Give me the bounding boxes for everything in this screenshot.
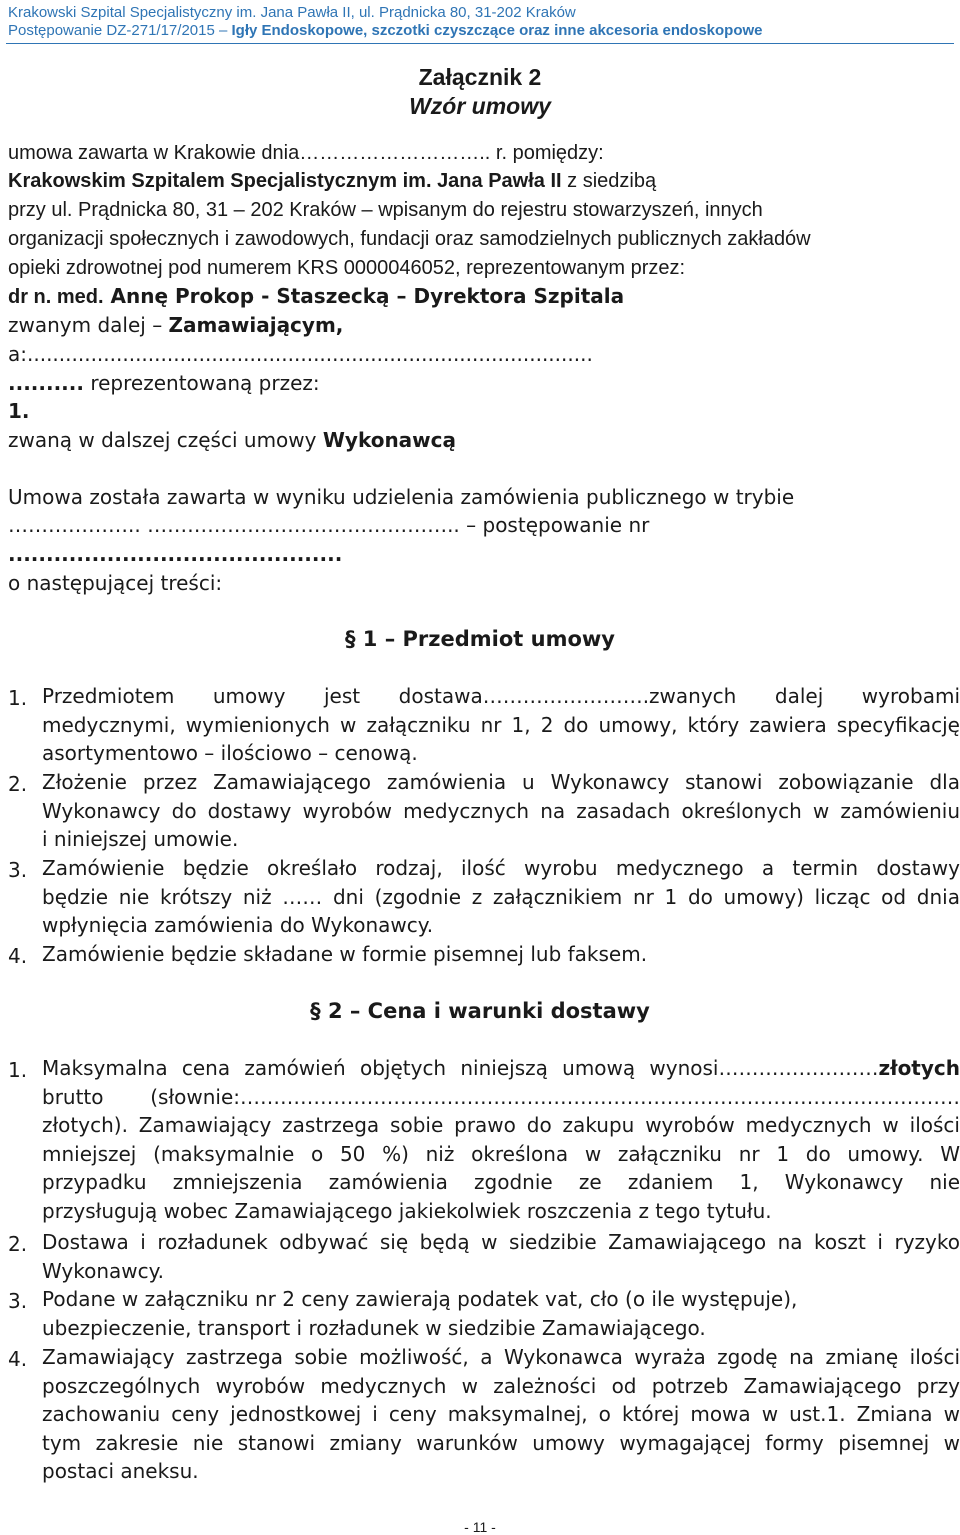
s2-item-3-line: Podane w załączniku nr 2 ceny zawierają podatek vat, cło (o ile występuje), <box>42 1287 798 1311</box>
s1-item-1-line: asortymentowo – ilościowo – cenową. <box>42 741 418 765</box>
s1-item-3-num: 3. <box>8 858 28 882</box>
intro-line-9 <box>8 370 320 396</box>
s1-item-2-line: i niniejszej umowie. <box>42 827 239 851</box>
s1-item-1-num: 1. <box>8 686 28 710</box>
s1-item-4-line: Zamówienie będzie składane w formie pisemnej lub faksem. <box>42 942 648 966</box>
s1-item-2-num: 2. <box>8 772 28 796</box>
page-number: - 11 - <box>464 1519 496 1535</box>
header-procedure <box>8 22 763 39</box>
section-1-heading: § 1 – Przedmiot umowy <box>345 627 615 651</box>
s2-item-2-line: Dostawa i rozładunek odbywać się będą w siedzibie Zamawiającego na koszt i ryzyko <box>42 1230 960 1254</box>
s2-item-4-line: zachowaniu ceny jednostkowej i ceny maksymalnej, o której mowa w ust.1. Zmiana w <box>42 1402 960 1426</box>
intro-line-10: 1. <box>8 399 30 423</box>
s2-item-2 <box>42 1228 960 1285</box>
s2-item-1-num: 1. <box>8 1058 28 1082</box>
header-procedure-subject: Igły Endoskopowe, szczotki czyszczące oraz inne akcesoria endoskopowe <box>231 22 763 39</box>
party-contractor: Wykonawcą <box>322 428 457 452</box>
intro-line-11-a: zwaną w dalszej części umowy <box>8 428 323 452</box>
header-procedure-id: Postępowanie DZ-271/17/2015 – <box>8 22 232 39</box>
intro-line-14: ............................................ <box>8 542 343 566</box>
header-institution: Krakowski Szpital Specjalistyczny im. Jana Pawła II, ul. Prądnicka 80, 31-202 Kraków <box>8 4 576 21</box>
representative-name: Annę Prokop - Staszecką – Dyrektora Szpitala <box>103 284 625 308</box>
s1-item-4 <box>42 940 960 969</box>
intro-line-2 <box>8 168 656 194</box>
intro-line-1: umowa zawarta w Krakowie dnia……………………….. r. pomiędzy: <box>8 142 604 164</box>
s2-item-1-line1-a: Maksymalna cena zamówień objętych niniejszą umową wynosi…………………… <box>42 1056 879 1080</box>
s1-item-1 <box>42 682 960 768</box>
s2-item-1-line: przysługują wobec Zamawiającego jakiekolwiek roszczenia z tego tytułu. <box>42 1198 772 1223</box>
title-template <box>0 93 960 119</box>
representative-title: dr n. med. <box>8 286 104 308</box>
title-attachment: Załącznik 2 <box>418 64 542 90</box>
intro-line-7 <box>8 312 343 338</box>
s2-item-4-line: Zamawiający zastrzega sobie możliwość, a Wykonawca wyraża zgodę na zmianę ilości <box>42 1345 960 1369</box>
s1-item-2 <box>42 768 960 854</box>
s2-item-3 <box>42 1285 960 1342</box>
intro-line-5: opieki zdrowotnej pod numerem KRS 0000046052, reprezentowanym przez: <box>8 257 686 279</box>
s2-item-1-line: złotych). Zamawiający zastrzega sobie prawo do zakupu wyrobów medycznych w ilości <box>42 1113 960 1137</box>
section-2-heading: § 2 – Cena i warunki dostawy <box>310 999 650 1023</box>
s1-item-1-line: medycznymi, wymienionych w załączniku nr 1, 2 do umowy, który zawiera specyfikację <box>42 712 960 737</box>
intro-line-11 <box>8 427 456 453</box>
intro-line-12: Umowa została zawarta w wyniku udzielenia zamówienia publicznego w trybie <box>8 485 795 509</box>
intro-line-2-rest: z siedzibą <box>561 170 657 192</box>
s2-item-1-line: przypadku zmniejszenia zamówienia zgodnie ze zdaniem 1, Wykonawcy nie <box>42 1170 960 1194</box>
s2-item-1 <box>42 1054 960 1225</box>
s2-item-4-num: 4. <box>8 1347 28 1371</box>
intro-line-9-rest: reprezentowaną przez: <box>83 371 320 395</box>
s2-item-2-num: 2. <box>8 1232 28 1256</box>
s2-item-1-line: brutto (słownie:……………………………………………………………………………………………… <box>42 1084 960 1109</box>
s1-item-3-line: będzie nie krótszy niż …… dni (zgodnie z załącznikiem nr 1 do umowy) licząc od dnia <box>42 884 960 909</box>
s1-item-3 <box>42 854 960 940</box>
intro-line-9-dots: .......... <box>8 371 84 395</box>
s2-item-1-line <box>42 1054 960 1083</box>
s2-item-4-line: tym zakresie nie stanowi zmiany warunków umowy wymagającej formy pisemnej w <box>42 1430 960 1455</box>
s1-item-4-num: 4. <box>8 944 28 968</box>
intro-line-15: o następującej treści: <box>8 571 223 595</box>
intro-line-8: a:......................................................................................... <box>8 342 593 366</box>
intro-line-13: ……………….. ……………………………………….. – postępowanie nr <box>8 513 650 537</box>
s2-item-3-line: ubezpieczenie, transport i rozładunek w siedzibie Zamawiającego. <box>42 1315 706 1340</box>
hospital-name: Krakowskim Szpitalem Specjalistycznym im. Jana Pawła II <box>8 170 562 192</box>
s1-item-2-line: Wykonawcy do dostawy wyrobów medycznych na zasadach określonych w zamówieniu <box>42 798 960 823</box>
party-ordering: Zamawiającym, <box>168 313 344 337</box>
s2-item-1-line1-b: złotych <box>878 1056 960 1080</box>
intro-line-3: przy ul. Prądnicka 80, 31 – 202 Kraków – wpisanym do rejestru stowarzyszeń, innych <box>8 199 763 221</box>
s1-item-1-line: Przedmiotem umowy jest dostawa…………………….zwanych dalej wyrobami <box>42 684 960 708</box>
header-divider <box>6 43 954 44</box>
s2-item-4-line: poszczególnych wyrobów medycznych w zależności od potrzeb Zamawiającego przy <box>42 1373 960 1398</box>
s1-item-3-line: wpłynięcia zamówienia do Wykonawcy. <box>42 913 434 937</box>
title-template-text: Wzór umowy <box>409 93 551 119</box>
intro-line-4: organizacji społecznych i zawodowych, fundacji oraz samodzielnych publicznych zakładów <box>8 228 811 250</box>
s1-item-3-line: Zamówienie będzie określało rodzaj, ilość wyrobu medycznego a termin dostawy <box>42 856 960 880</box>
representative-line <box>8 283 624 310</box>
s2-item-4-line: postaci aneksu. <box>42 1459 199 1483</box>
s2-item-4 <box>42 1343 960 1486</box>
s1-item-2-line: Złożenie przez Zamawiającego zamówienia u Wykonawcy stanowi zobowiązanie dla <box>42 770 960 794</box>
s2-item-3-num: 3. <box>8 1289 28 1313</box>
intro-line-7-a: zwanym dalej – <box>8 313 169 337</box>
s2-item-1-line: mniejszej (maksymalnie o 50 %) niż określona w załączniku nr 1 do umowy. W <box>42 1141 960 1166</box>
s2-item-2-line: Wykonawcy. <box>42 1258 164 1283</box>
